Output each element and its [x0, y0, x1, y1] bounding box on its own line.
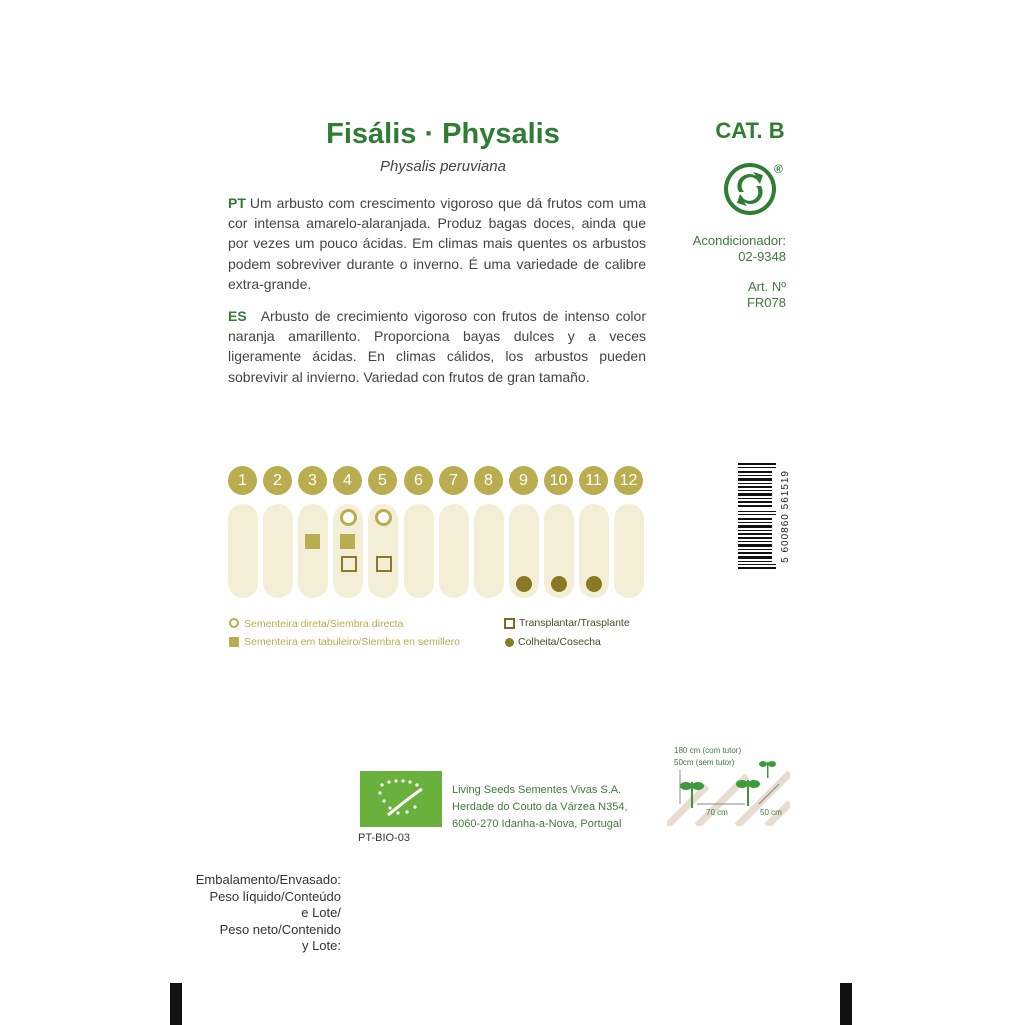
packer-label: Acondicionador:	[692, 233, 786, 248]
description-pt-text: Um arbusto com crescimento vigoroso que dá frutos com uma cor intensa amarelo-alaranjada. Produz bagas doces, ainda que por vezes um pouco ácidas. Em climas mais quentes os arbustos podem sobreviver durante o inverno. É uma variedade de calibre extra-grande.	[228, 195, 646, 292]
scientific-name: Physalis peruviana	[380, 158, 506, 175]
month-number: 8	[474, 466, 503, 495]
packer-info	[693, 233, 786, 265]
harvest-marker	[551, 576, 567, 592]
description-es	[228, 306, 646, 387]
transplant-marker	[341, 556, 357, 572]
month-number: 9	[509, 466, 538, 495]
month-number: 10	[544, 466, 573, 495]
plant-spacing: 50 cm	[760, 808, 782, 817]
transplant-marker	[376, 556, 392, 572]
description-pt	[228, 193, 646, 294]
direct-sowing-marker	[340, 509, 357, 526]
lang-code-pt: PT	[228, 195, 246, 211]
legend-transplant: Transplantar/Trasplante	[519, 617, 630, 629]
harvest-marker	[586, 576, 602, 592]
month-number: 5	[368, 466, 397, 495]
tray-sowing-marker	[305, 534, 320, 549]
description-es-text: Arbusto de crecimiento vigoroso con frutos de intenso color naranja amarillento. Proporciona bayas dulces y a veces ligeramente ácidas. En climas cálidos, los arbustos pueden sobrevivir al invierno. Variedad con frutos de gran tamaño.	[228, 308, 646, 385]
product-title: Fisális · Physalis	[326, 118, 560, 150]
article-label: Art. Nº	[748, 279, 786, 294]
category-label: CAT. B	[715, 118, 785, 143]
direct-sowing-marker	[375, 509, 392, 526]
legend-direct-icon	[229, 618, 239, 628]
legend-harvest-icon	[505, 638, 514, 647]
packer-value: 02-9348	[738, 249, 786, 264]
producer-line-2: Herdade do Couto da Várzea N354,	[452, 801, 628, 813]
barcode-number: 5 600860 561519	[780, 470, 791, 563]
lang-code-es: ES	[228, 308, 247, 324]
month-column	[263, 504, 293, 598]
month-number: 12	[614, 466, 643, 495]
month-number: 4	[333, 466, 362, 495]
barcode-image	[738, 463, 784, 573]
height-with-stake: 180 cm (com tutor)	[674, 746, 742, 755]
eu-organic-logo	[360, 771, 442, 827]
month-number: 3	[298, 466, 327, 495]
month-number: 7	[439, 466, 468, 495]
harvest-marker	[516, 576, 532, 592]
net-line: e Lote/	[301, 905, 341, 920]
legend-transplant-icon	[504, 618, 515, 629]
crop-mark-right	[840, 983, 852, 1025]
month-number: 2	[263, 466, 292, 495]
row-spacing: 70 cm	[706, 808, 728, 817]
month-column	[404, 504, 434, 598]
net-line: Embalamento/Envasado:	[195, 872, 341, 887]
month-number: 1	[228, 466, 257, 495]
tray-sowing-marker	[340, 534, 355, 549]
article-info	[747, 279, 786, 311]
legend-tray-icon	[229, 637, 239, 647]
legend-harvest: Colheita/Cosecha	[518, 636, 601, 648]
net-line: Peso líquido/Conteúdo	[209, 888, 341, 904]
legend-direct: Sementeira direta/Siembra directa	[244, 618, 404, 630]
month-column	[474, 504, 504, 598]
month-column	[614, 504, 644, 598]
article-value: FR078	[746, 295, 786, 310]
legend-tray: Sementeira em tabuleiro/Siembra en semillero	[244, 636, 460, 648]
month-column	[298, 504, 328, 598]
registered-mark: ®	[774, 162, 783, 176]
producer-line-1: Living Seeds Sementes Vivas S.A.	[452, 784, 622, 796]
height-without-stake: 50cm (sem tutor)	[674, 758, 735, 767]
month-column	[439, 504, 469, 598]
net-line: y Lote:	[301, 938, 341, 953]
month-column	[228, 504, 258, 598]
green-dot-icon	[723, 162, 777, 216]
bio-certification-code: PT-BIO-03	[358, 832, 410, 844]
producer-line-3: 6060-270 Idanha-a-Nova, Portugal	[452, 818, 622, 830]
net-weight-lot	[170, 872, 341, 955]
producer-address	[452, 782, 628, 833]
month-number: 6	[404, 466, 433, 495]
month-number: 11	[579, 466, 608, 495]
crop-mark-left	[170, 983, 182, 1025]
net-line: Peso neto/Contenido	[219, 921, 341, 937]
